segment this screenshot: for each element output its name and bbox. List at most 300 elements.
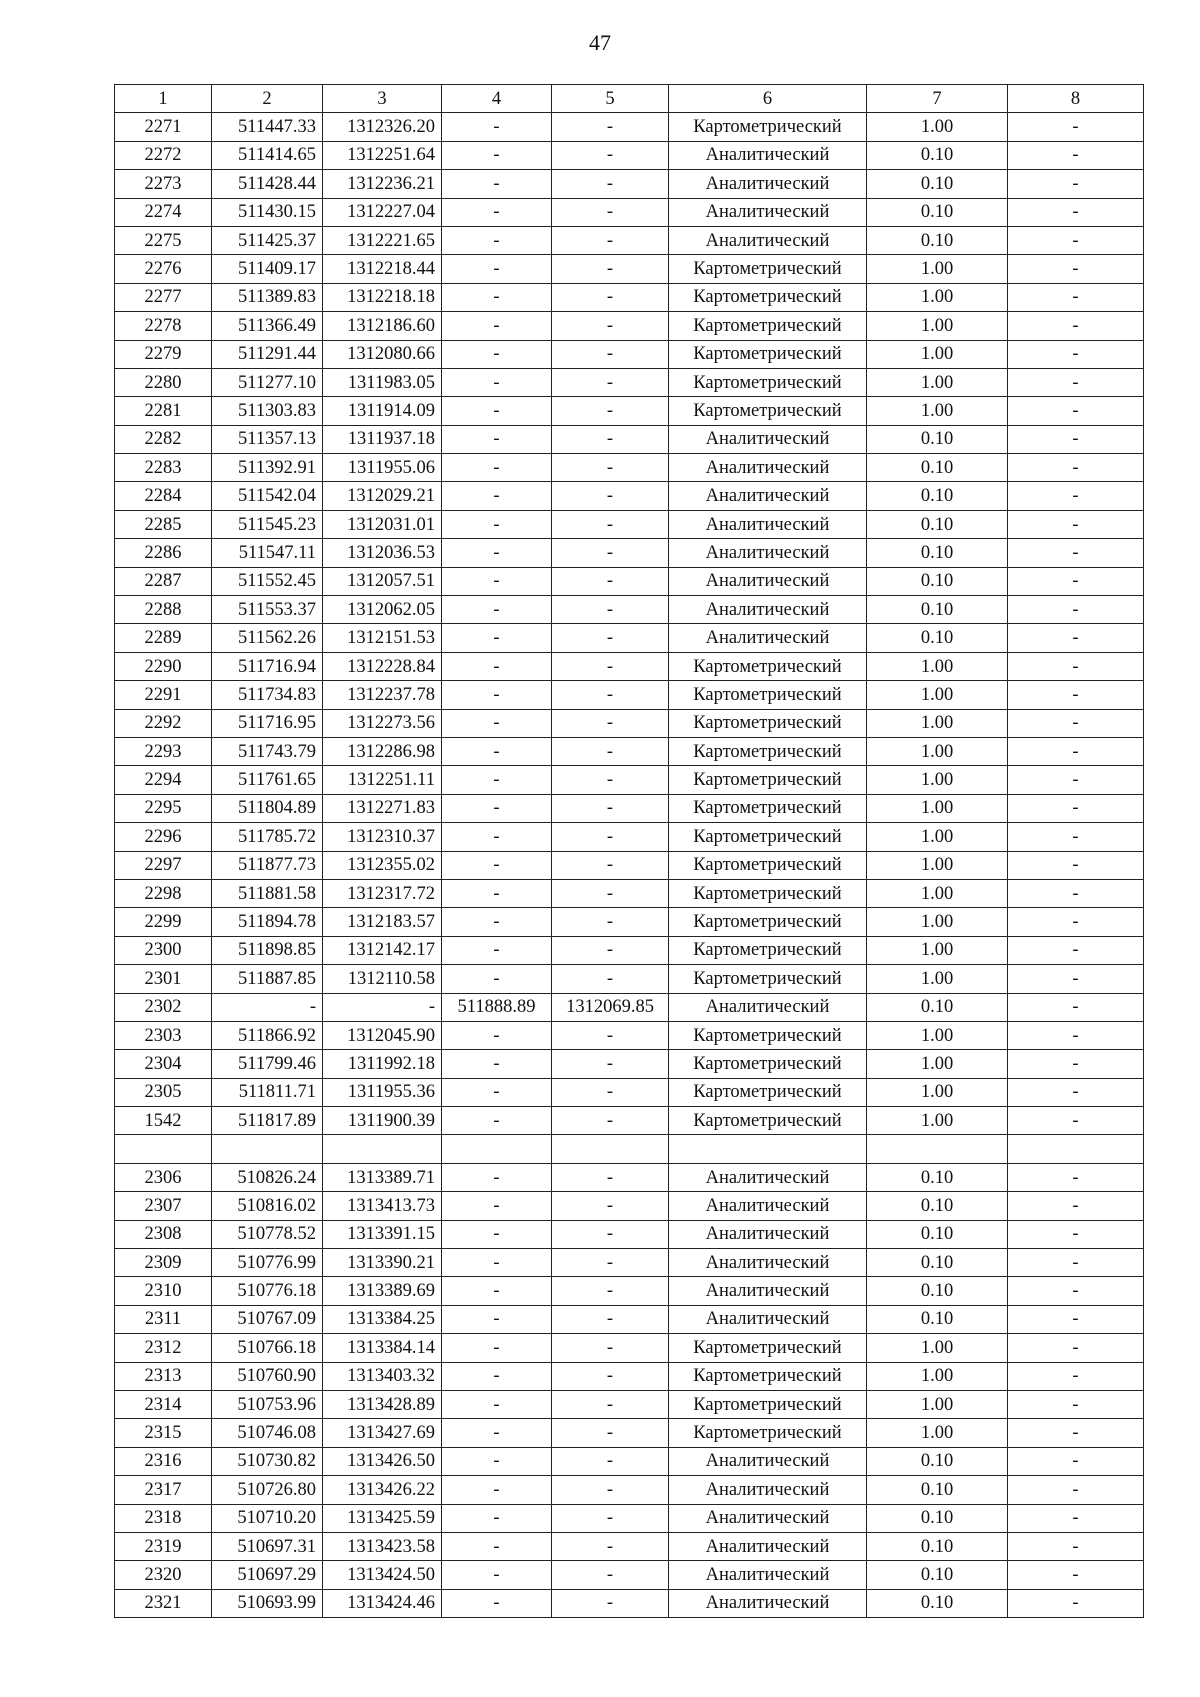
x-new-cell: - — [442, 226, 552, 254]
x-coordinate-cell: 511409.17 — [212, 255, 323, 283]
table-row — [115, 1419, 1144, 1447]
note-cell: - — [1008, 113, 1144, 141]
column-header: 3 — [323, 85, 442, 113]
table-row — [115, 1334, 1144, 1362]
method-cell: Картометрический — [669, 1334, 867, 1362]
accuracy-cell: 1.00 — [867, 766, 1008, 794]
table-row — [115, 709, 1144, 737]
x-new-cell: - — [442, 1362, 552, 1390]
x-coordinate-cell: 511811.71 — [212, 1078, 323, 1106]
method-cell: Аналитический — [669, 1447, 867, 1475]
y-new-cell: - — [552, 1078, 669, 1106]
accuracy-cell: 1.00 — [867, 737, 1008, 765]
y-new-cell: - — [552, 113, 669, 141]
x-new-cell: - — [442, 1277, 552, 1305]
note-cell: - — [1008, 1334, 1144, 1362]
x-coordinate-cell: 510776.18 — [212, 1277, 323, 1305]
x-coordinate-cell: 511414.65 — [212, 141, 323, 169]
x-new-cell: - — [442, 1334, 552, 1362]
y-new-cell: - — [552, 340, 669, 368]
point-number-cell: 2313 — [115, 1362, 212, 1390]
accuracy-cell: 1.00 — [867, 936, 1008, 964]
y-coordinate-cell: 1313384.25 — [323, 1305, 442, 1333]
y-coordinate-cell: 1312271.83 — [323, 794, 442, 822]
table-row — [115, 681, 1144, 709]
method-cell: Аналитический — [669, 170, 867, 198]
y-new-cell: - — [552, 1277, 669, 1305]
table-row — [115, 1078, 1144, 1106]
x-coordinate-cell: 510710.20 — [212, 1504, 323, 1532]
x-new-cell: - — [442, 851, 552, 879]
x-coordinate-cell: 511894.78 — [212, 908, 323, 936]
x-new-cell: - — [442, 283, 552, 311]
point-number-cell: 2309 — [115, 1249, 212, 1277]
note-cell: - — [1008, 1362, 1144, 1390]
y-coordinate-cell: 1313389.69 — [323, 1277, 442, 1305]
note-cell: - — [1008, 1561, 1144, 1589]
note-cell: - — [1008, 1107, 1144, 1135]
method-cell: Картометрический — [669, 283, 867, 311]
y-coordinate-cell: 1312031.01 — [323, 510, 442, 538]
accuracy-cell: 1.00 — [867, 1334, 1008, 1362]
y-coordinate-cell: - — [323, 993, 442, 1021]
note-cell: - — [1008, 1390, 1144, 1418]
table-row — [115, 226, 1144, 254]
method-cell: Картометрический — [669, 794, 867, 822]
method-cell: Картометрический — [669, 908, 867, 936]
x-coordinate-cell: 510826.24 — [212, 1163, 323, 1191]
method-cell: Аналитический — [669, 198, 867, 226]
table-row — [115, 1447, 1144, 1475]
x-new-cell: - — [442, 425, 552, 453]
method-cell: Картометрический — [669, 340, 867, 368]
point-number-cell: 2272 — [115, 141, 212, 169]
table-row — [115, 624, 1144, 652]
y-new-cell: - — [552, 1589, 669, 1617]
x-coordinate-cell: 510730.82 — [212, 1447, 323, 1475]
column-header: 1 — [115, 85, 212, 113]
accuracy-cell: 1.00 — [867, 255, 1008, 283]
method-cell: Картометрический — [669, 965, 867, 993]
table-row — [115, 823, 1144, 851]
accuracy-cell: 1.00 — [867, 1419, 1008, 1447]
note-cell: - — [1008, 482, 1144, 510]
accuracy-cell: 1.00 — [867, 879, 1008, 907]
x-coordinate-cell: 511392.91 — [212, 454, 323, 482]
table-row — [115, 141, 1144, 169]
y-coordinate-cell: 1313424.50 — [323, 1561, 442, 1589]
accuracy-cell: 1.00 — [867, 851, 1008, 879]
y-new-cell: - — [552, 965, 669, 993]
y-new-cell: - — [552, 1021, 669, 1049]
x-coordinate-cell: 511743.79 — [212, 737, 323, 765]
y-new-cell: - — [552, 851, 669, 879]
table-row — [115, 425, 1144, 453]
x-new-cell — [442, 1135, 552, 1163]
point-number-cell: 2320 — [115, 1561, 212, 1589]
x-coordinate-cell: 511389.83 — [212, 283, 323, 311]
y-new-cell — [552, 1135, 669, 1163]
point-number-cell: 2285 — [115, 510, 212, 538]
accuracy-cell: 0.10 — [867, 1447, 1008, 1475]
method-cell: Аналитический — [669, 1532, 867, 1560]
table-row — [115, 652, 1144, 680]
accuracy-cell: 0.10 — [867, 1532, 1008, 1560]
y-coordinate-cell: 1312317.72 — [323, 879, 442, 907]
y-new-cell: - — [552, 425, 669, 453]
table-row — [115, 766, 1144, 794]
x-new-cell: - — [442, 113, 552, 141]
accuracy-cell: 0.10 — [867, 1220, 1008, 1248]
x-coordinate-cell: 511545.23 — [212, 510, 323, 538]
x-new-cell: - — [442, 1504, 552, 1532]
point-number-cell: 2318 — [115, 1504, 212, 1532]
coordinates-table — [114, 84, 1144, 1618]
method-cell: Аналитический — [669, 624, 867, 652]
x-coordinate-cell: 510776.99 — [212, 1249, 323, 1277]
note-cell: - — [1008, 283, 1144, 311]
note-cell: - — [1008, 1589, 1144, 1617]
x-new-cell: - — [442, 368, 552, 396]
accuracy-cell: 1.00 — [867, 368, 1008, 396]
page-number: 47 — [589, 30, 611, 55]
y-new-cell: - — [552, 1050, 669, 1078]
y-coordinate-cell: 1312355.02 — [323, 851, 442, 879]
note-cell: - — [1008, 908, 1144, 936]
y-coordinate-cell: 1311955.36 — [323, 1078, 442, 1106]
accuracy-cell: 1.00 — [867, 1390, 1008, 1418]
accuracy-cell: 1.00 — [867, 340, 1008, 368]
x-coordinate-cell: 511428.44 — [212, 170, 323, 198]
table-row — [115, 255, 1144, 283]
x-new-cell: - — [442, 1589, 552, 1617]
x-coordinate-cell: 511366.49 — [212, 312, 323, 340]
method-cell: Картометрический — [669, 1362, 867, 1390]
y-coordinate-cell: 1312142.17 — [323, 936, 442, 964]
method-cell: Картометрический — [669, 1021, 867, 1049]
point-number-cell: 2297 — [115, 851, 212, 879]
point-number-cell: 2293 — [115, 737, 212, 765]
table-row — [115, 283, 1144, 311]
y-coordinate-cell: 1312228.84 — [323, 652, 442, 680]
accuracy-cell: 0.10 — [867, 539, 1008, 567]
y-coordinate-cell: 1312151.53 — [323, 624, 442, 652]
method-cell: Картометрический — [669, 766, 867, 794]
note-cell: - — [1008, 141, 1144, 169]
note-cell: - — [1008, 737, 1144, 765]
x-new-cell: - — [442, 879, 552, 907]
x-coordinate-cell: 510760.90 — [212, 1362, 323, 1390]
table-row — [115, 993, 1144, 1021]
table-row — [115, 1249, 1144, 1277]
y-coordinate-cell: 1312236.21 — [323, 170, 442, 198]
x-coordinate-cell: 511425.37 — [212, 226, 323, 254]
x-coordinate-cell: 510697.31 — [212, 1532, 323, 1560]
y-new-cell: - — [552, 1447, 669, 1475]
note-cell: - — [1008, 681, 1144, 709]
y-coordinate-cell: 1312310.37 — [323, 823, 442, 851]
method-cell: Аналитический — [669, 1192, 867, 1220]
x-new-cell: - — [442, 681, 552, 709]
table-row — [115, 510, 1144, 538]
y-coordinate-cell: 1312237.78 — [323, 681, 442, 709]
method-cell: Картометрический — [669, 368, 867, 396]
point-number-cell: 2296 — [115, 823, 212, 851]
note-cell: - — [1008, 539, 1144, 567]
note-cell: - — [1008, 624, 1144, 652]
y-new-cell: - — [552, 596, 669, 624]
x-coordinate-cell: 510766.18 — [212, 1334, 323, 1362]
point-number-cell: 1542 — [115, 1107, 212, 1135]
column-header: 7 — [867, 85, 1008, 113]
point-number-cell: 2291 — [115, 681, 212, 709]
x-coordinate-cell: 511785.72 — [212, 823, 323, 851]
note-cell: - — [1008, 1192, 1144, 1220]
point-number-cell: 2310 — [115, 1277, 212, 1305]
x-coordinate-cell: 511866.92 — [212, 1021, 323, 1049]
y-new-cell: - — [552, 823, 669, 851]
method-cell: Аналитический — [669, 1249, 867, 1277]
table-row — [115, 312, 1144, 340]
accuracy-cell: 1.00 — [867, 652, 1008, 680]
point-number-cell: 2316 — [115, 1447, 212, 1475]
point-number-cell: 2294 — [115, 766, 212, 794]
method-cell: Картометрический — [669, 709, 867, 737]
x-new-cell: - — [442, 1078, 552, 1106]
x-new-cell: - — [442, 1447, 552, 1475]
table-row — [115, 454, 1144, 482]
accuracy-cell: 0.10 — [867, 993, 1008, 1021]
accuracy-cell: 0.10 — [867, 1277, 1008, 1305]
accuracy-cell: 1.00 — [867, 113, 1008, 141]
note-cell: - — [1008, 1476, 1144, 1504]
column-header: 5 — [552, 85, 669, 113]
note-cell: - — [1008, 1277, 1144, 1305]
method-cell: Картометрический — [669, 1078, 867, 1106]
y-coordinate-cell: 1313427.69 — [323, 1419, 442, 1447]
y-new-cell: - — [552, 1390, 669, 1418]
y-new-cell: - — [552, 170, 669, 198]
table-row — [115, 879, 1144, 907]
y-coordinate-cell: 1311914.09 — [323, 397, 442, 425]
note-cell: - — [1008, 1447, 1144, 1475]
method-cell: Картометрический — [669, 1419, 867, 1447]
y-coordinate-cell: 1312057.51 — [323, 567, 442, 595]
y-new-cell: - — [552, 1163, 669, 1191]
table-row — [115, 1163, 1144, 1191]
point-number-cell: 2321 — [115, 1589, 212, 1617]
table-row — [115, 539, 1144, 567]
accuracy-cell: 0.10 — [867, 1561, 1008, 1589]
note-cell: - — [1008, 823, 1144, 851]
note-cell: - — [1008, 1532, 1144, 1560]
note-cell: - — [1008, 1220, 1144, 1248]
x-new-cell: - — [442, 936, 552, 964]
table-row — [115, 794, 1144, 822]
table-row — [115, 113, 1144, 141]
note-cell: - — [1008, 340, 1144, 368]
x-new-cell: - — [442, 1476, 552, 1504]
x-coordinate-cell: 510753.96 — [212, 1390, 323, 1418]
table-row — [115, 1561, 1144, 1589]
method-cell: Картометрический — [669, 851, 867, 879]
method-cell: Аналитический — [669, 1220, 867, 1248]
table-row — [115, 936, 1144, 964]
y-coordinate-cell: 1312110.58 — [323, 965, 442, 993]
x-new-cell: - — [442, 1390, 552, 1418]
accuracy-cell: 1.00 — [867, 1362, 1008, 1390]
note-cell: - — [1008, 425, 1144, 453]
accuracy-cell: 0.10 — [867, 596, 1008, 624]
method-cell: Аналитический — [669, 1163, 867, 1191]
table-row — [115, 1305, 1144, 1333]
x-coordinate-cell: 511799.46 — [212, 1050, 323, 1078]
note-cell: - — [1008, 1249, 1144, 1277]
point-number-cell: 2299 — [115, 908, 212, 936]
x-new-cell: - — [442, 1050, 552, 1078]
accuracy-cell: 0.10 — [867, 1249, 1008, 1277]
accuracy-cell: 1.00 — [867, 681, 1008, 709]
y-coordinate-cell: 1313426.22 — [323, 1476, 442, 1504]
method-cell: Аналитический — [669, 141, 867, 169]
point-number-cell: 2289 — [115, 624, 212, 652]
x-coordinate-cell: 511447.33 — [212, 113, 323, 141]
y-new-cell: - — [552, 794, 669, 822]
accuracy-cell: 0.10 — [867, 454, 1008, 482]
accuracy-cell: 0.10 — [867, 1163, 1008, 1191]
method-cell: Картометрический — [669, 652, 867, 680]
note-cell: - — [1008, 567, 1144, 595]
point-number-cell: 2279 — [115, 340, 212, 368]
table-header-row — [115, 85, 1144, 113]
method-cell: Аналитический — [669, 510, 867, 538]
y-new-cell: 1312069.85 — [552, 993, 669, 1021]
x-new-cell: - — [442, 1021, 552, 1049]
x-coordinate-cell: 511552.45 — [212, 567, 323, 595]
method-cell: Аналитический — [669, 567, 867, 595]
y-coordinate-cell: 1312183.57 — [323, 908, 442, 936]
y-coordinate-cell: 1312273.56 — [323, 709, 442, 737]
note-cell: - — [1008, 1419, 1144, 1447]
x-new-cell: - — [442, 141, 552, 169]
y-coordinate-cell: 1312251.11 — [323, 766, 442, 794]
x-new-cell: - — [442, 340, 552, 368]
point-number-cell: 2307 — [115, 1192, 212, 1220]
point-number-cell: 2283 — [115, 454, 212, 482]
accuracy-cell: 0.10 — [867, 1504, 1008, 1532]
method-cell: Аналитический — [669, 993, 867, 1021]
note-cell: - — [1008, 1504, 1144, 1532]
y-new-cell: - — [552, 1334, 669, 1362]
table-row — [115, 965, 1144, 993]
note-cell: - — [1008, 993, 1144, 1021]
method-cell: Картометрический — [669, 879, 867, 907]
x-coordinate-cell: 511562.26 — [212, 624, 323, 652]
point-number-cell: 2319 — [115, 1532, 212, 1560]
y-new-cell: - — [552, 255, 669, 283]
y-new-cell: - — [552, 454, 669, 482]
method-cell: Аналитический — [669, 1277, 867, 1305]
y-new-cell: - — [552, 652, 669, 680]
method-cell: Аналитический — [669, 1305, 867, 1333]
y-new-cell: - — [552, 539, 669, 567]
y-new-cell: - — [552, 368, 669, 396]
x-new-cell: - — [442, 766, 552, 794]
column-header: 8 — [1008, 85, 1144, 113]
y-new-cell: - — [552, 1107, 669, 1135]
note-cell: - — [1008, 198, 1144, 226]
note-cell: - — [1008, 1078, 1144, 1106]
x-coordinate-cell: 510697.29 — [212, 1561, 323, 1589]
y-new-cell: - — [552, 1305, 669, 1333]
note-cell: - — [1008, 1163, 1144, 1191]
method-cell: Картометрический — [669, 681, 867, 709]
note-cell: - — [1008, 1021, 1144, 1049]
x-coordinate-cell: 511887.85 — [212, 965, 323, 993]
accuracy-cell: 0.10 — [867, 198, 1008, 226]
column-header: 2 — [212, 85, 323, 113]
y-new-cell: - — [552, 879, 669, 907]
accuracy-cell: 0.10 — [867, 624, 1008, 652]
y-new-cell: - — [552, 1362, 669, 1390]
method-cell — [669, 1135, 867, 1163]
method-cell: Аналитический — [669, 226, 867, 254]
table-row — [115, 1362, 1144, 1390]
note-cell: - — [1008, 397, 1144, 425]
accuracy-cell: 1.00 — [867, 709, 1008, 737]
method-cell: Картометрический — [669, 255, 867, 283]
x-new-cell: - — [442, 908, 552, 936]
note-cell: - — [1008, 936, 1144, 964]
y-coordinate-cell: 1312218.18 — [323, 283, 442, 311]
table-row — [115, 397, 1144, 425]
point-number-cell: 2292 — [115, 709, 212, 737]
table-row — [115, 1277, 1144, 1305]
y-coordinate-cell: 1311992.18 — [323, 1050, 442, 1078]
table-row — [115, 1021, 1144, 1049]
x-new-cell: - — [442, 1249, 552, 1277]
y-coordinate-cell: 1313423.58 — [323, 1532, 442, 1560]
table-row — [115, 1050, 1144, 1078]
y-new-cell: - — [552, 1249, 669, 1277]
method-cell: Картометрический — [669, 397, 867, 425]
point-number-cell: 2302 — [115, 993, 212, 1021]
accuracy-cell: 1.00 — [867, 823, 1008, 851]
y-new-cell: - — [552, 1419, 669, 1447]
accuracy-cell: 0.10 — [867, 1476, 1008, 1504]
note-cell: - — [1008, 1305, 1144, 1333]
y-new-cell: - — [552, 1476, 669, 1504]
point-number-cell: 2282 — [115, 425, 212, 453]
table-row — [115, 1390, 1144, 1418]
table-row — [115, 340, 1144, 368]
x-new-cell: - — [442, 1305, 552, 1333]
table-row — [115, 737, 1144, 765]
accuracy-cell: 0.10 — [867, 1192, 1008, 1220]
column-header: 6 — [669, 85, 867, 113]
y-coordinate-cell: 1313424.46 — [323, 1589, 442, 1617]
point-number-cell: 2284 — [115, 482, 212, 510]
accuracy-cell: 1.00 — [867, 397, 1008, 425]
accuracy-cell: 1.00 — [867, 1050, 1008, 1078]
method-cell: Картометрический — [669, 312, 867, 340]
x-coordinate-cell: 511716.95 — [212, 709, 323, 737]
x-new-cell: - — [442, 965, 552, 993]
table-row — [115, 1532, 1144, 1560]
point-number-cell: 2273 — [115, 170, 212, 198]
accuracy-cell: 1.00 — [867, 1021, 1008, 1049]
point-number-cell: 2311 — [115, 1305, 212, 1333]
